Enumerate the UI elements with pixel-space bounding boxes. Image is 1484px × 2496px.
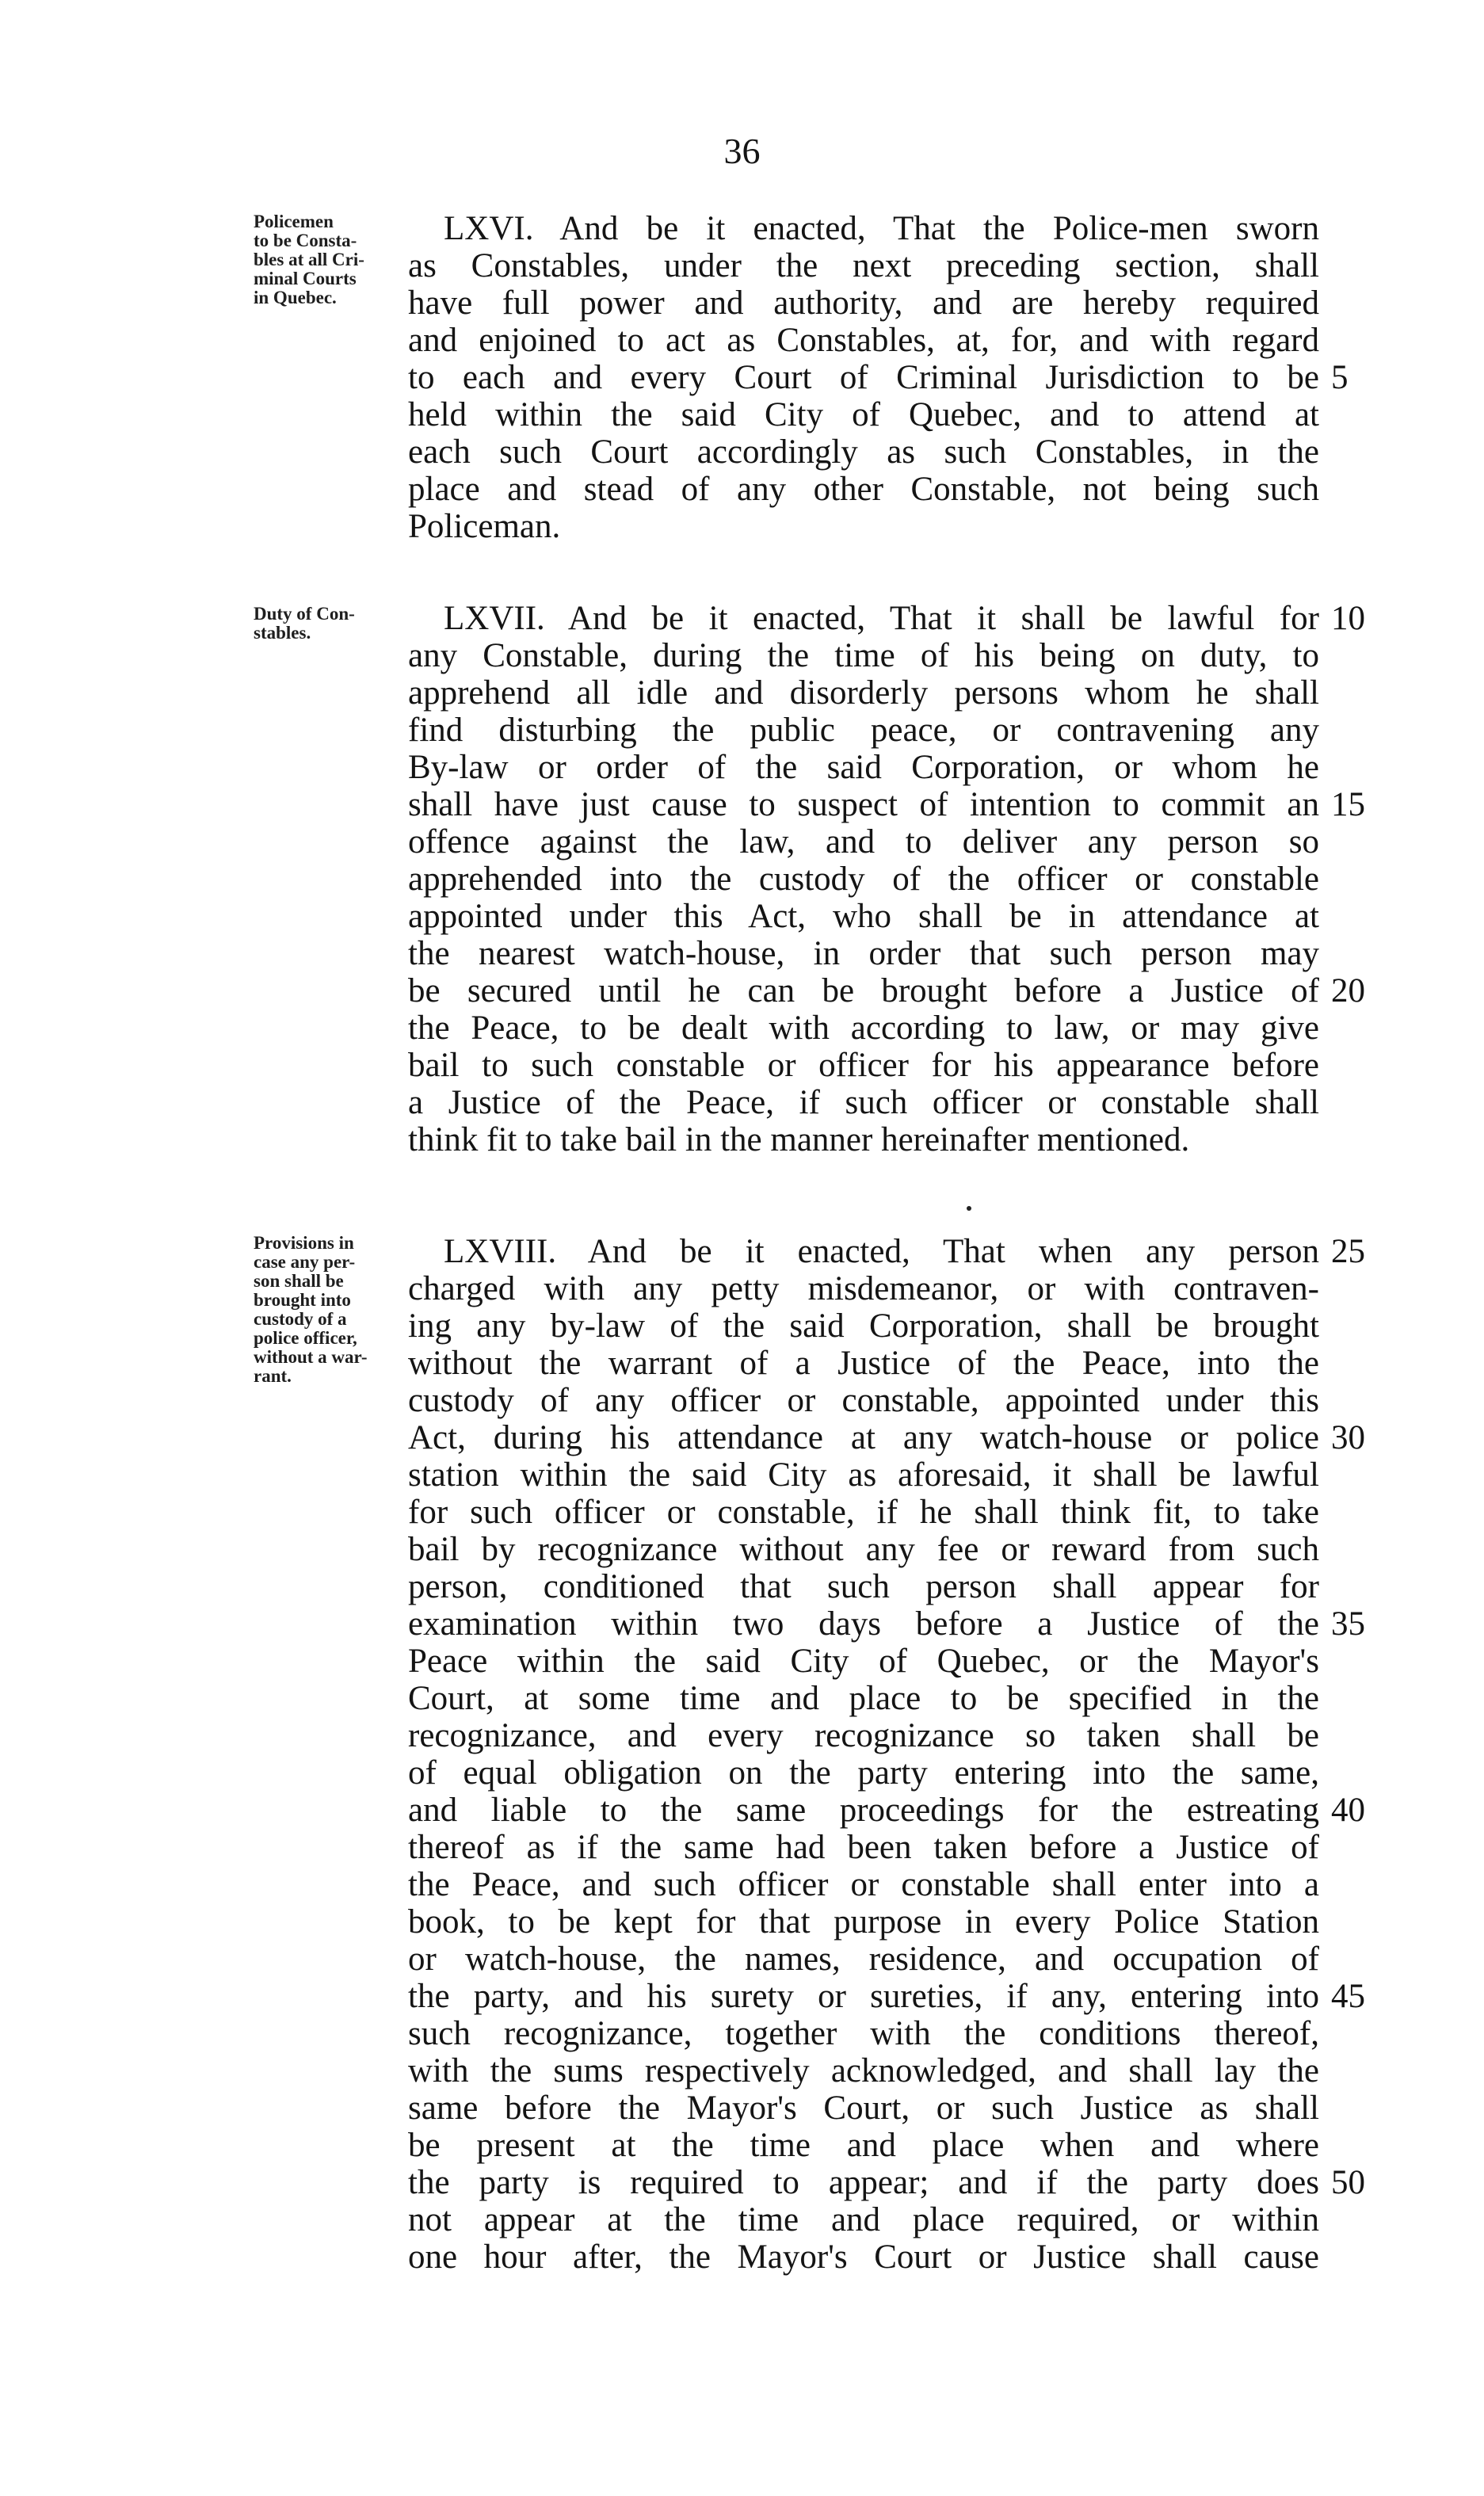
line-number-marker: 45	[1331, 1978, 1365, 2015]
text-line: have full power and authority, and are hereby required	[408, 284, 1319, 322]
text-line: charged with any petty misdemeanor, or with contraven-	[408, 1270, 1319, 1307]
text-line: bail by recognizance without any fee or reward from such	[408, 1531, 1319, 1568]
text-line: the party is required to appear; and if the party does	[408, 2164, 1319, 2201]
section-text	[408, 210, 1319, 545]
text-line: as Constables, under the next preceding section, shall	[408, 247, 1319, 284]
text-line: LXVII. And be it enacted, That it shall be lawful for	[444, 600, 1319, 637]
line-number-marker: 50	[1331, 2164, 1365, 2201]
line-number-marker: 40	[1331, 1792, 1365, 1829]
text-line: the nearest watch-house, in order that such person may	[408, 935, 1319, 972]
text-line: Peace within the said City of Quebec, or the Mayor's	[408, 1643, 1319, 1680]
divider-dot	[967, 1206, 971, 1211]
text-line: the Peace, to be dealt with according to law, or may give	[408, 1009, 1319, 1047]
text-line: bail to such constable or officer for his appearance before	[408, 1047, 1319, 1084]
line-number-marker: 5	[1331, 359, 1349, 396]
margin-note: Policemen to be Consta- bles at all Cri- minal Courts in Quebec.	[254, 212, 364, 307]
text-line: to each and every Court of Criminal Jurisdiction to be	[408, 359, 1319, 396]
text-line: for such officer or constable, if he shall think fit, to take	[408, 1494, 1319, 1531]
section-text	[408, 1233, 1319, 2276]
text-line: find disturbing the public peace, or contravening any	[408, 712, 1319, 749]
text-line: with the sums respectively acknowledged, and shall lay the	[408, 2052, 1319, 2090]
margin-note: Provisions in case any per- son shall be brought into custody of a police officer, without a war- rant.	[254, 1233, 368, 1386]
text-line: LXVIII. And be it enacted, That when any person	[444, 1233, 1319, 1270]
text-line: same before the Mayor's Court, or such Justice as shall	[408, 2090, 1319, 2127]
text-line: apprehended into the custody of the officer or constable	[408, 861, 1319, 898]
text-line: ing any by-law of the said Corporation, shall be brought	[408, 1307, 1319, 1345]
text-line: person, conditioned that such person shall appear for	[408, 1568, 1319, 1605]
margin-note: Duty of Con- stables.	[254, 604, 355, 643]
text-line: apprehend all idle and disorderly persons whom he shall	[408, 674, 1319, 712]
text-line: offence against the law, and to deliver any person so	[408, 823, 1319, 861]
text-line: a Justice of the Peace, if such officer or constable shall	[408, 1084, 1319, 1121]
text-line: book, to be kept for that purpose in every Police Station	[408, 1903, 1319, 1941]
text-line: be present at the time and place when and where	[408, 2127, 1319, 2164]
text-line: and liable to the same proceedings for the estreating	[408, 1792, 1319, 1829]
line-number-marker: 30	[1331, 1419, 1365, 1456]
section-text	[408, 600, 1319, 1158]
text-line: recognizance, and every recognizance so taken shall be	[408, 1717, 1319, 1754]
text-line: examination within two days before a Justice of the	[408, 1605, 1319, 1643]
text-line: the Peace, and such officer or constable shall enter into a	[408, 1866, 1319, 1903]
text-line: the party, and his surety or sureties, if any, entering into	[408, 1978, 1319, 2015]
text-line: one hour after, the Mayor's Court or Justice shall cause	[408, 2238, 1319, 2276]
text-line: held within the said City of Quebec, and to attend at	[408, 396, 1319, 433]
text-line: not appear at the time and place required, or within	[408, 2201, 1319, 2238]
text-line: appointed under this Act, who shall be in attendance at	[408, 898, 1319, 935]
text-line: By-law or order of the said Corporation, or whom he	[408, 749, 1319, 786]
text-line: of equal obligation on the party entering into the same,	[408, 1754, 1319, 1792]
text-line: Policeman.	[408, 508, 561, 545]
text-line: each such Court accordingly as such Constables, in the	[408, 433, 1319, 471]
text-line: be secured until he can be brought before a Justice of	[408, 972, 1319, 1009]
text-line: station within the said City as aforesaid, it shall be lawful	[408, 1456, 1319, 1494]
text-line: Court, at some time and place to be specified in the	[408, 1680, 1319, 1717]
line-number-marker: 20	[1331, 972, 1365, 1009]
text-line: without the warrant of a Justice of the Peace, into the	[408, 1345, 1319, 1382]
text-line: Act, during his attendance at any watch-house or police	[408, 1419, 1319, 1456]
line-number-marker: 25	[1331, 1233, 1365, 1270]
text-line: or watch-house, the names, residence, and occupation of	[408, 1941, 1319, 1978]
text-line: custody of any officer or constable, appointed under this	[408, 1382, 1319, 1419]
text-line: thereof as if the same had been taken before a Justice of	[408, 1829, 1319, 1866]
line-number-marker: 15	[1331, 786, 1365, 823]
line-number-marker: 10	[1331, 600, 1365, 637]
text-line: shall have just cause to suspect of intention to commit an	[408, 786, 1319, 823]
text-line: LXVI. And be it enacted, That the Police-men sworn	[444, 210, 1319, 247]
page-number: 36	[723, 131, 761, 171]
line-number-marker: 35	[1331, 1605, 1365, 1643]
text-line: any Constable, during the time of his being on duty, to	[408, 637, 1319, 674]
text-line: and enjoined to act as Constables, at, for, and with regard	[408, 322, 1319, 359]
text-line: think fit to take bail in the manner hereinafter mentioned.	[408, 1121, 1190, 1158]
text-line: place and stead of any other Constable, not being such	[408, 471, 1319, 508]
text-line: such recognizance, together with the conditions thereof,	[408, 2015, 1319, 2052]
